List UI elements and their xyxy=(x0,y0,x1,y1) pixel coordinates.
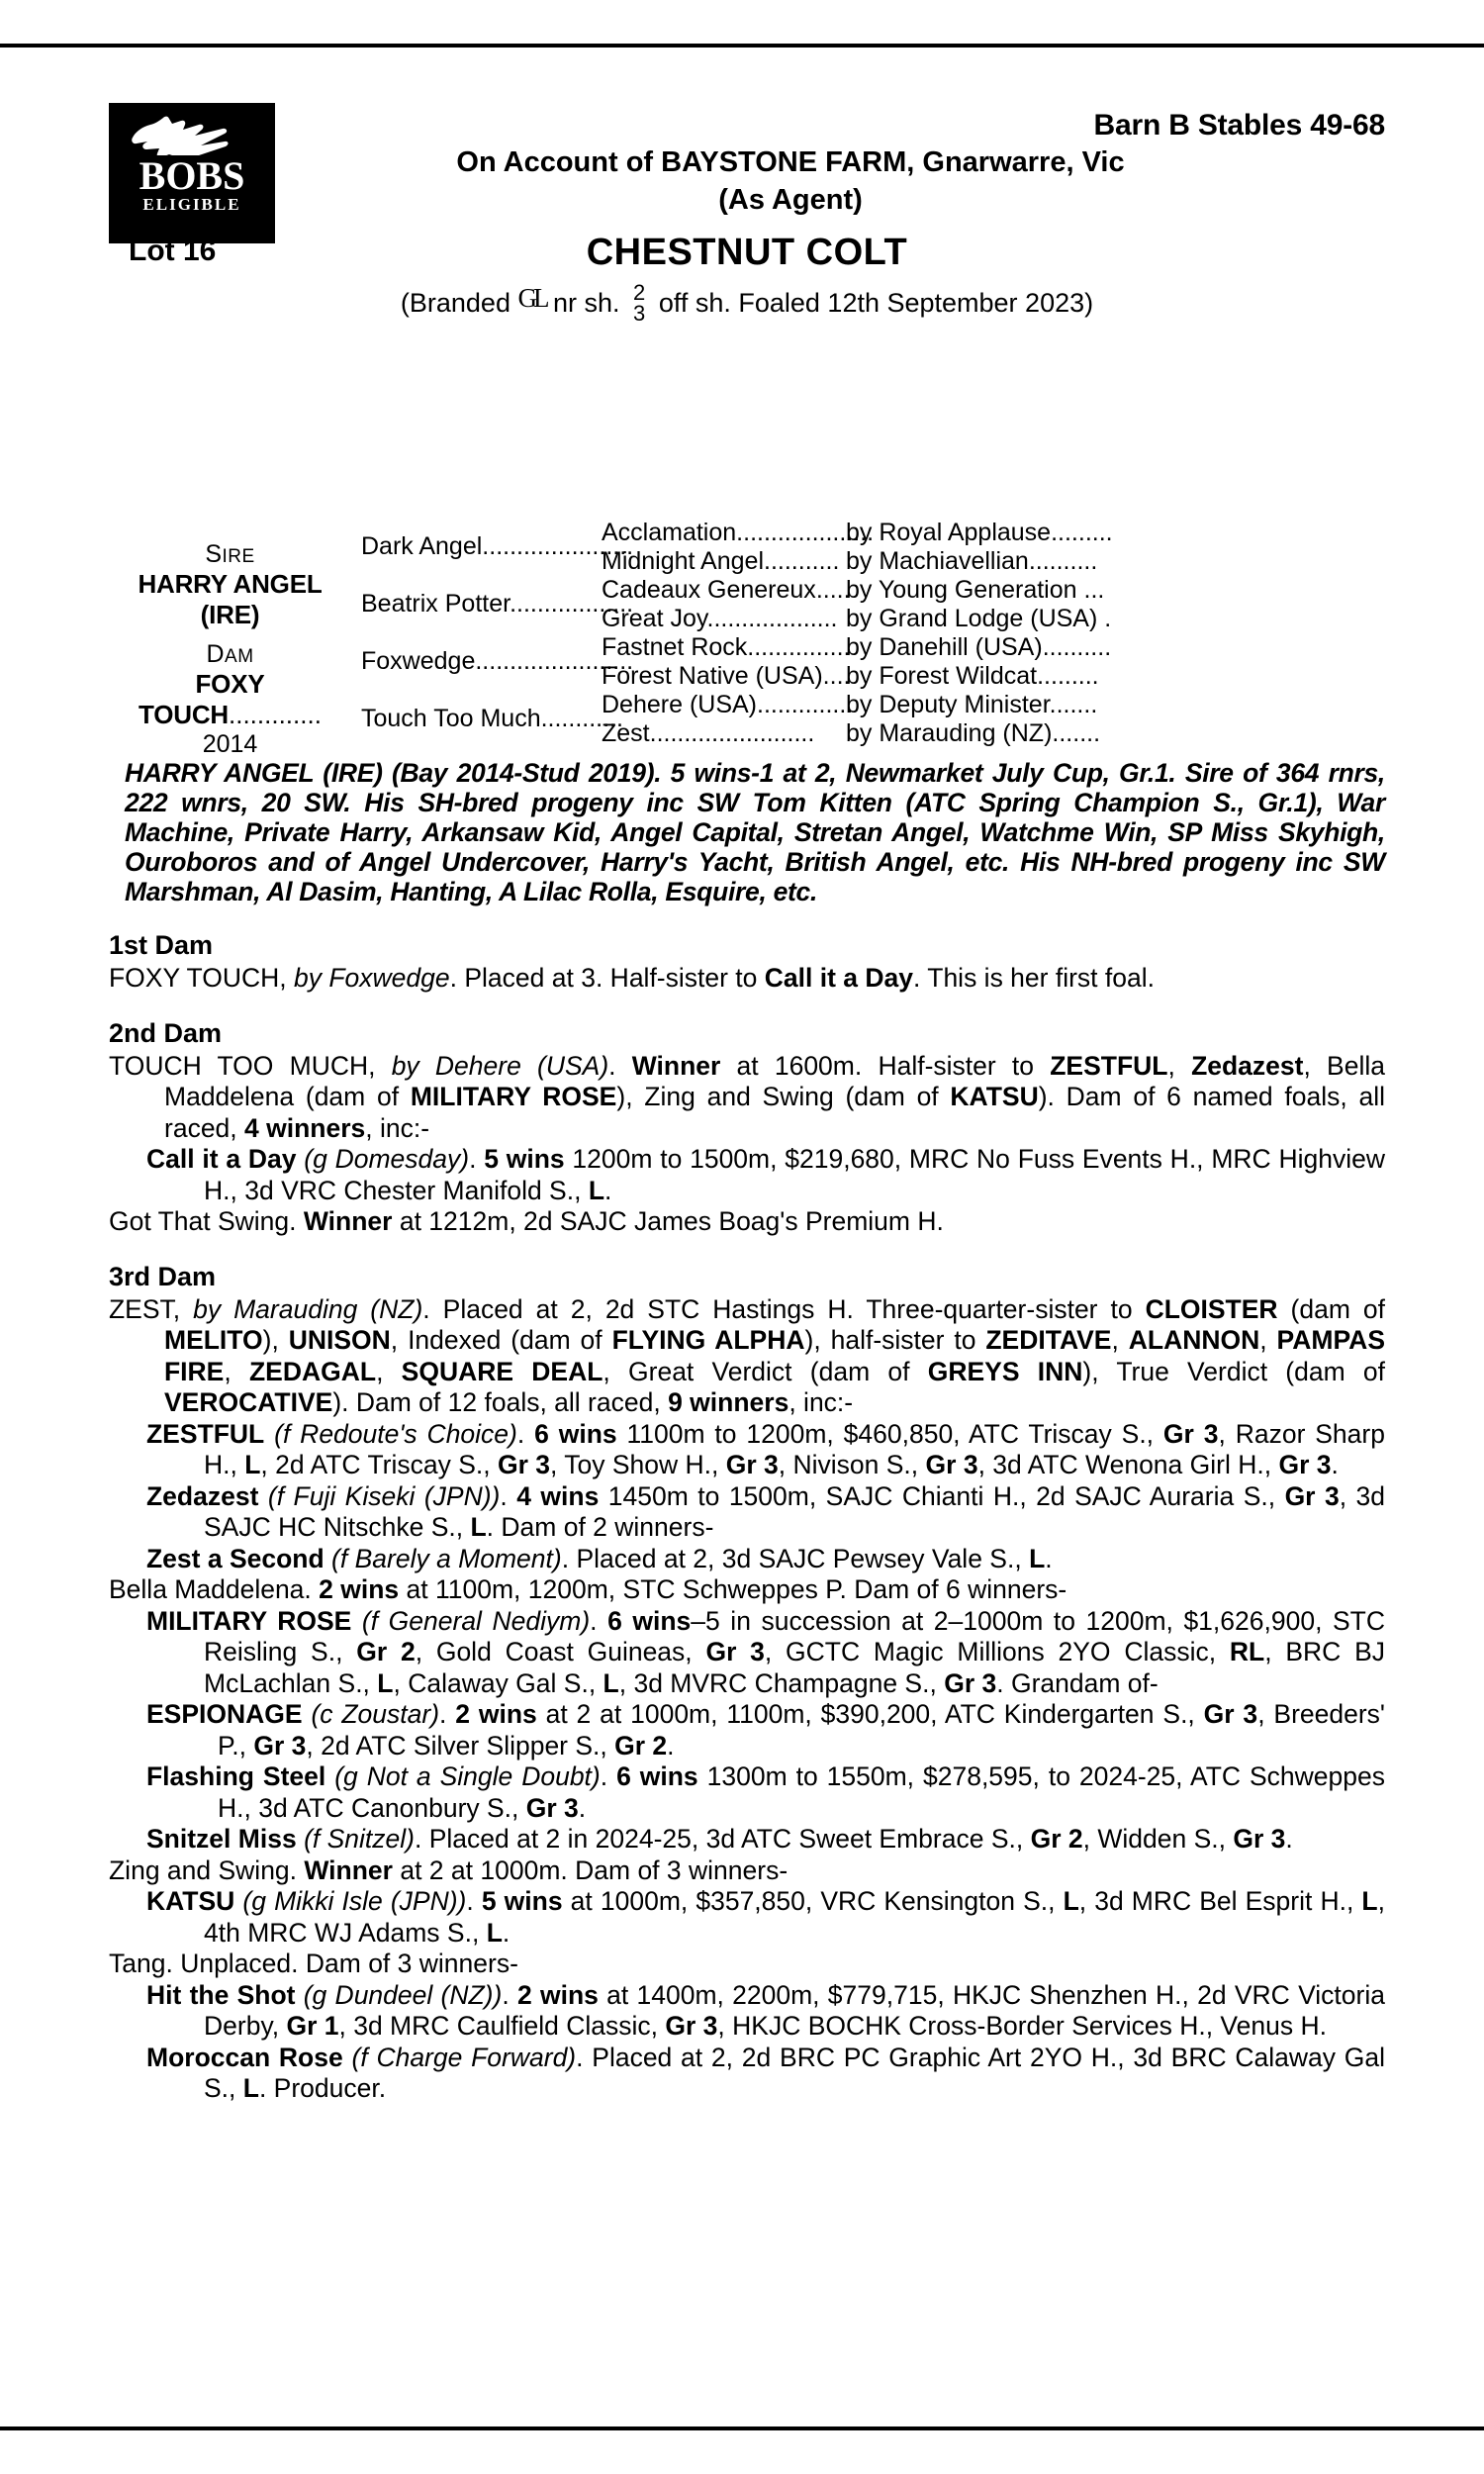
pedigree-gen4-row: by Deputy Minister....... xyxy=(846,691,1098,718)
pedigree-gen2-row: Dark Angel...................... xyxy=(361,532,634,560)
pedigree-entry: ESPIONAGE (c Zoustar). 2 wins at 2 at 1000m, 1100m, $390,200, ATC Kindergarten S., Gr 3, Breeders' P., Gr 3, 2d ATC Silver Slipper S., Gr 2. xyxy=(146,1699,1385,1760)
sire-name: HARRY ANGEL (IRE) xyxy=(138,569,323,629)
pedigree-entry: Zing and Swing. Winner at 2 at 1000m. Dam of 3 winners- xyxy=(109,1855,788,1885)
dam-year: 2014 xyxy=(202,730,258,758)
page-bottom-rule xyxy=(0,2426,1484,2430)
pedigree-entry: Zedazest (f Fuji Kiseki (JPN)). 4 wins 1450m to 1500m, SAJC Chianti H., 2d SAJC Auraria S., Gr 3, 3d SAJC HC Nitschke S., L. Dam of 2 winners- xyxy=(146,1480,1385,1542)
dam-sections xyxy=(109,930,1385,2105)
pedigree-gen2-row: Touch Too Much............ xyxy=(361,705,623,732)
pedigree-gen2-row: Beatrix Potter.................. xyxy=(361,590,634,618)
pedigree-entry: Bella Maddelena. 2 wins at 1100m, 1200m, STC Schweppes P. Dam of 6 winners- xyxy=(109,1574,1067,1604)
brand-fraction xyxy=(633,282,645,324)
branded-nearside: nr sh. xyxy=(553,288,620,319)
dam-section-heading: 2nd Dam xyxy=(109,1017,223,1048)
brand-fraction-denominator: 3 xyxy=(633,301,646,326)
dam-name-dots: ............. xyxy=(229,700,322,729)
brand-mark-icon: GL xyxy=(517,283,546,314)
pedigree-gen3-row: Great Joy................... xyxy=(602,605,838,632)
page-top-rule xyxy=(0,44,1484,48)
as-agent-line: (As Agent) xyxy=(718,184,863,216)
pedigree-table xyxy=(109,519,1385,758)
pedigree-entry: Got That Swing. Winner at 1212m, 2d SAJC James Boag's Premium H. xyxy=(109,1206,944,1236)
pedigree-entry: MILITARY ROSE (f General Nediym). 6 wins–5 in succession at 2–1000m to 1200m, $1,626,900, STC Reisling S., Gr 2, Gold Coast Guineas, Gr 3, GCTC Magic Millions 2YO Classic, RL, BRC BJ McLachlan S., L, Calaway Gal S., L, 3d MVRC Champagne S., Gr 3. Grandam of- xyxy=(146,1605,1386,1698)
sire-summary-paragraph: HARRY ANGEL (IRE) (Bay 2014-Stud 2019). 5 wins-1 at 2, Newmarket July Cup, Gr.1. Sire of 364 rnrs, 222 wnrs, 20 SW. His SH-bred progeny inc SW Tom Kitten (ATC Spring Champion S., Gr.1), War Machine, Private Harry, Arkansaw Kid, Angel Capital, Stretan Angel, Watchme Win, SP Miss Skyhigh, Ouroboros and of Angel Undercover, Harry's Yacht, British Angel, etc. His NH-bred progeny inc SW Marshman, Al Dasim, Hanting, A Lilac Rolla, Esquire, etc. xyxy=(125,758,1385,906)
branded-offside: off sh. Foaled 12th September 2023) xyxy=(658,288,1094,319)
pedigree-gen4-row: by Marauding (NZ)....... xyxy=(846,719,1101,747)
pedigree-gen3-row: Forest Native (USA).... xyxy=(602,662,851,690)
pedigree-entry: Hit the Shot (g Dundeel (NZ)). 2 wins at 1400m, 2200m, $779,715, HKJC Shenzhen H., 2d VRC Victoria Derby, Gr 1, 3d MRC Caulfield Classic, Gr 3, HKJC BOCHK Cross-Border Services H., Venus H. xyxy=(146,1979,1385,2041)
lot-title-row xyxy=(109,232,1385,282)
pedigree-entry: ZEST, by Marauding (NZ). Placed at 2, 2d STC Hastings H. Three-quarter-sister to CLOISTER (dam of MELITO), UNISON, Indexed (dam of FLYING ALPHA), half-sister to ZEDITAVE, ALANNON, PAMPAS FIRE, ZEDAGAL, SQUARE DEAL, Great Verdict (dam of GREYS INN), True Verdict (dam of VEROCATIVE). Dam of 12 foals, all raced, 9 winners, inc:- xyxy=(109,1293,1386,1417)
pedigree-entry: Call it a Day (g Domesday). 5 wins 1200m to 1500m, $219,680, MRC No Fuss Events H., MRC Highview H., 3d VRC Chester Manifold S., L. xyxy=(146,1144,1385,1205)
page-title: CHESTNUT COLT xyxy=(586,232,908,273)
page-header xyxy=(109,71,1385,326)
branding-line xyxy=(109,280,1385,326)
pedigree-entry: Zest a Second (f Barely a Moment). Placed at 2, 3d SAJC Pewsey Vale S., L. xyxy=(146,1543,1053,1573)
brand-fraction-numerator: 2 xyxy=(633,280,646,305)
pedigree-entry: KATSU (g Mikki Isle (JPN)). 5 wins at 1000m, $357,850, VRC Kensington S., L, 3d MRC Bel Esprit H., L, 4th MRC WJ Adams S., L. xyxy=(146,1886,1385,1948)
pedigree-entry: Tang. Unplaced. Dam of 3 winners- xyxy=(109,1949,518,1978)
pedigree-gen3-row: Acclamation.................... xyxy=(602,519,875,546)
lot-number: Lot 16 xyxy=(129,235,217,267)
pedigree-gen4-row: by Royal Applause......... xyxy=(846,519,1113,546)
pedigree-gen4-row: by Forest Wildcat......... xyxy=(846,662,1099,690)
logo-eligible-text: ELIGIBLE xyxy=(142,195,241,214)
branded-prefix: (Branded xyxy=(400,288,510,319)
pedigree-gen4-row: by Grand Lodge (USA) . xyxy=(846,605,1112,632)
pedigree-gen4-row: by Young Generation ... xyxy=(846,576,1105,604)
logo-bobs-text: BOBS xyxy=(139,153,245,198)
barn-stables-label: Barn B Stables 49-68 xyxy=(1093,109,1385,142)
sire-block xyxy=(109,540,351,630)
pedigree-gen4-row: by Danehill (USA).......... xyxy=(846,633,1112,661)
pedigree-gen3-row: Fastnet Rock............... xyxy=(602,633,851,661)
pedigree-gen3-row: Zest........................ xyxy=(602,719,815,747)
sire-label: SIRE xyxy=(205,540,255,568)
pedigree-gen2-row: Foxwedge....................... xyxy=(361,647,634,675)
pedigree-entry: Snitzel Miss (f Snitzel). Placed at 2 in 2024-25, 3d ATC Sweet Embrace S., Gr 2, Widden S., Gr 3. xyxy=(146,1824,1293,1854)
dam-section-heading: 3rd Dam xyxy=(109,1261,217,1291)
pedigree-entry: Moroccan Rose (f Charge Forward). Placed at 2, 2d BRC PC Graphic Art 2YO H., 3d BRC Calaway Gal S., L. Producer. xyxy=(146,2042,1385,2103)
dam-block xyxy=(109,640,351,759)
pedigree-gen3-row: Dehere (USA).............. xyxy=(602,691,854,718)
dam-name: FOXY TOUCH............. xyxy=(139,669,322,729)
pedigree-entry: TOUCH TOO MUCH, by Dehere (USA). Winner at 1600m. Half-sister to ZESTFUL, Zedazest, Bella Maddelena (dam of MILITARY ROSE), Zing and Swing (dam of KATSU). Dam of 6 named foals, all raced, 4 winners, inc:- xyxy=(109,1050,1385,1143)
pedigree-entry: FOXY TOUCH, by Foxwedge. Placed at 3. Half-sister to Call it a Day. This is her first foal. xyxy=(109,963,1155,993)
pedigree-entry: ZESTFUL (f Redoute's Choice). 6 wins 1100m to 1200m, $460,850, ATC Triscay S., Gr 3, Razor Sharp H., L, 2d ATC Triscay S., Gr 3, Toy Show H., Gr 3, Nivison S., Gr 3, 3d ATC Wenona Girl H., Gr 3. xyxy=(146,1418,1385,1479)
pedigree-entry: Flashing Steel (g Not a Single Doubt). 6 wins 1300m to 1550m, $278,595, to 2024-25, ATC Schweppes H., 3d ATC Canonbury S., Gr 3. xyxy=(146,1761,1385,1823)
dam-label: DAM xyxy=(206,640,254,668)
account-line: On Account of BAYSTONE FARM, Gnarwarre, Vic xyxy=(456,146,1125,178)
pedigree-gen4-row: by Machiavellian.......... xyxy=(846,547,1098,575)
pedigree-gen3-row: Cadeaux Genereux..... xyxy=(602,576,851,604)
pedigree-gen3-row: Midnight Angel........... xyxy=(602,547,840,575)
page-content xyxy=(109,71,1385,2105)
dam-section-heading: 1st Dam xyxy=(109,930,214,960)
